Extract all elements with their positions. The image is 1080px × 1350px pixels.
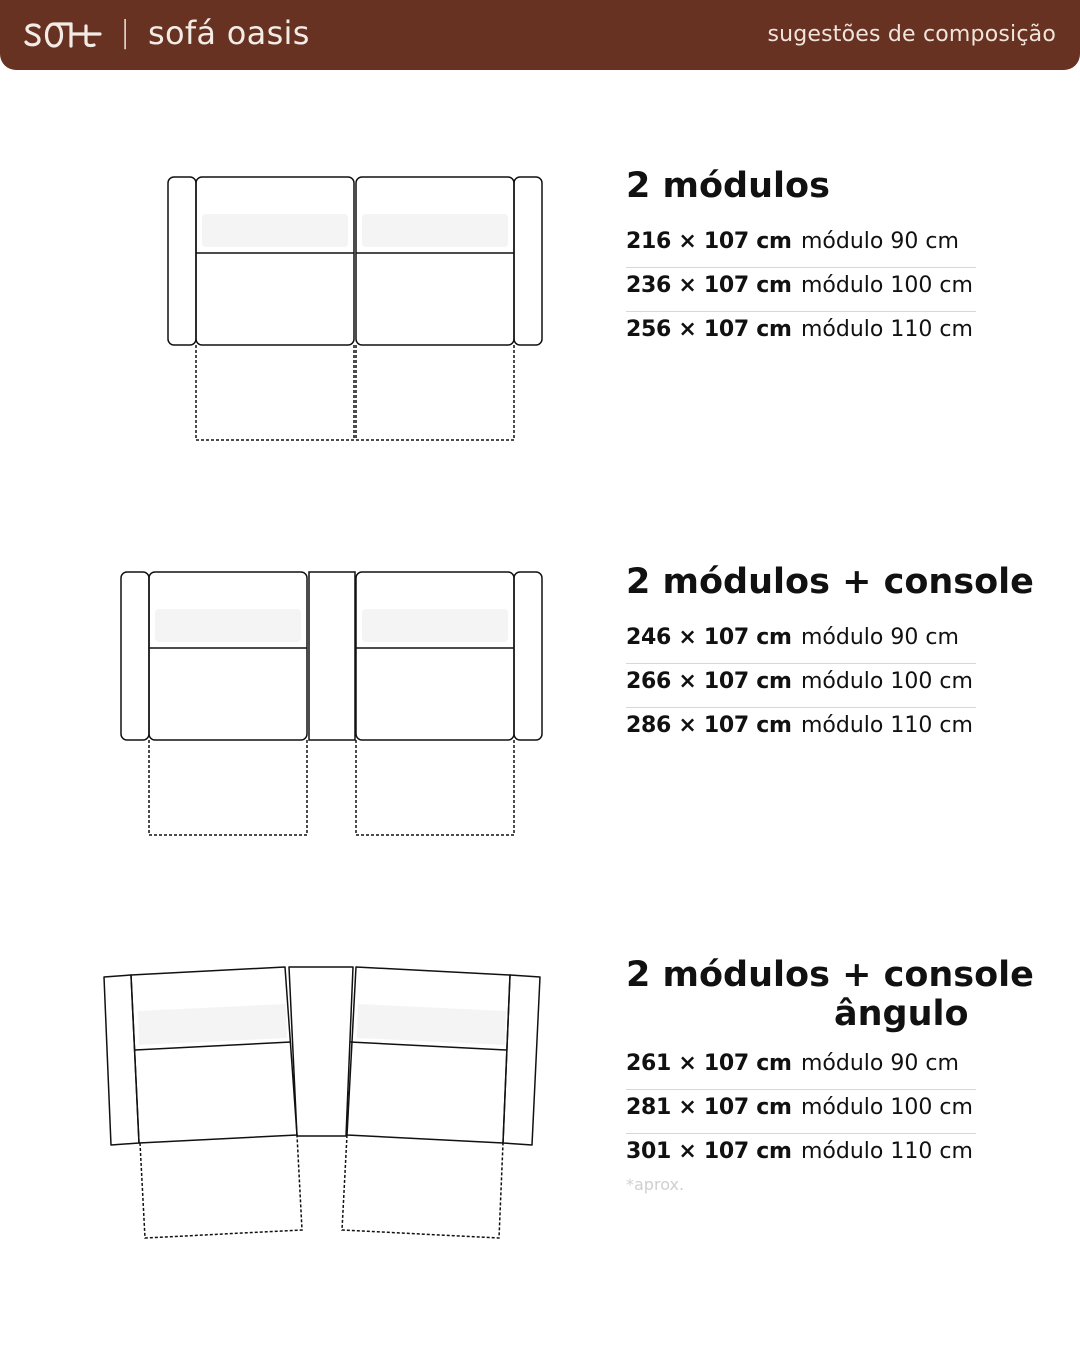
dimension-value: 236 × 107 cm: [626, 273, 792, 298]
dimension-value: 246 × 107 cm: [626, 625, 792, 650]
size-row: [626, 620, 976, 664]
size-row: [626, 224, 976, 268]
dimension-value: 261 × 107 cm: [626, 1051, 792, 1076]
size-table: [626, 620, 976, 751]
section-title: 2 módulos + console: [626, 562, 1034, 602]
size-table: [626, 224, 976, 355]
size-row: [626, 268, 976, 312]
dimension-value: 281 × 107 cm: [626, 1095, 792, 1120]
module-value: módulo 100 cm: [801, 273, 973, 298]
product-name: sofá oasis: [148, 14, 310, 52]
dimension-value: 216 × 107 cm: [626, 229, 792, 254]
module-value: módulo 100 cm: [801, 1095, 973, 1120]
size-row: [626, 664, 976, 708]
size-row: [626, 1134, 976, 1177]
section-title: 2 módulos + console: [626, 955, 1034, 995]
module-value: módulo 100 cm: [801, 669, 973, 694]
size-table: [626, 1046, 976, 1177]
size-row: [626, 1046, 976, 1090]
approximate-note: *aprox.: [626, 1175, 685, 1194]
header-bar: [0, 0, 1080, 70]
size-row: [626, 708, 976, 751]
module-value: módulo 110 cm: [801, 713, 973, 738]
dimension-value: 256 × 107 cm: [626, 317, 792, 342]
dimension-value: 266 × 107 cm: [626, 669, 792, 694]
header-subtitle: sugestões de composição: [767, 22, 1056, 47]
module-value: módulo 90 cm: [801, 625, 959, 650]
soft-logo: [24, 20, 102, 50]
module-value: módulo 90 cm: [801, 229, 959, 254]
module-value: módulo 110 cm: [801, 317, 973, 342]
section-title: 2 módulos: [626, 166, 830, 206]
module-value: módulo 90 cm: [801, 1051, 959, 1076]
diagram-2-modulos-console: [115, 565, 550, 845]
module-value: módulo 110 cm: [801, 1139, 973, 1164]
diagram-2-modulos: [160, 170, 550, 450]
size-row: [626, 1090, 976, 1134]
header-separator: |: [120, 15, 131, 50]
size-row: [626, 312, 976, 355]
dimension-value: 301 × 107 cm: [626, 1139, 792, 1164]
section-title-line2: ângulo: [834, 994, 969, 1034]
diagram-2-modulos-console-angulo: [100, 960, 545, 1250]
dimension-value: 286 × 107 cm: [626, 713, 792, 738]
